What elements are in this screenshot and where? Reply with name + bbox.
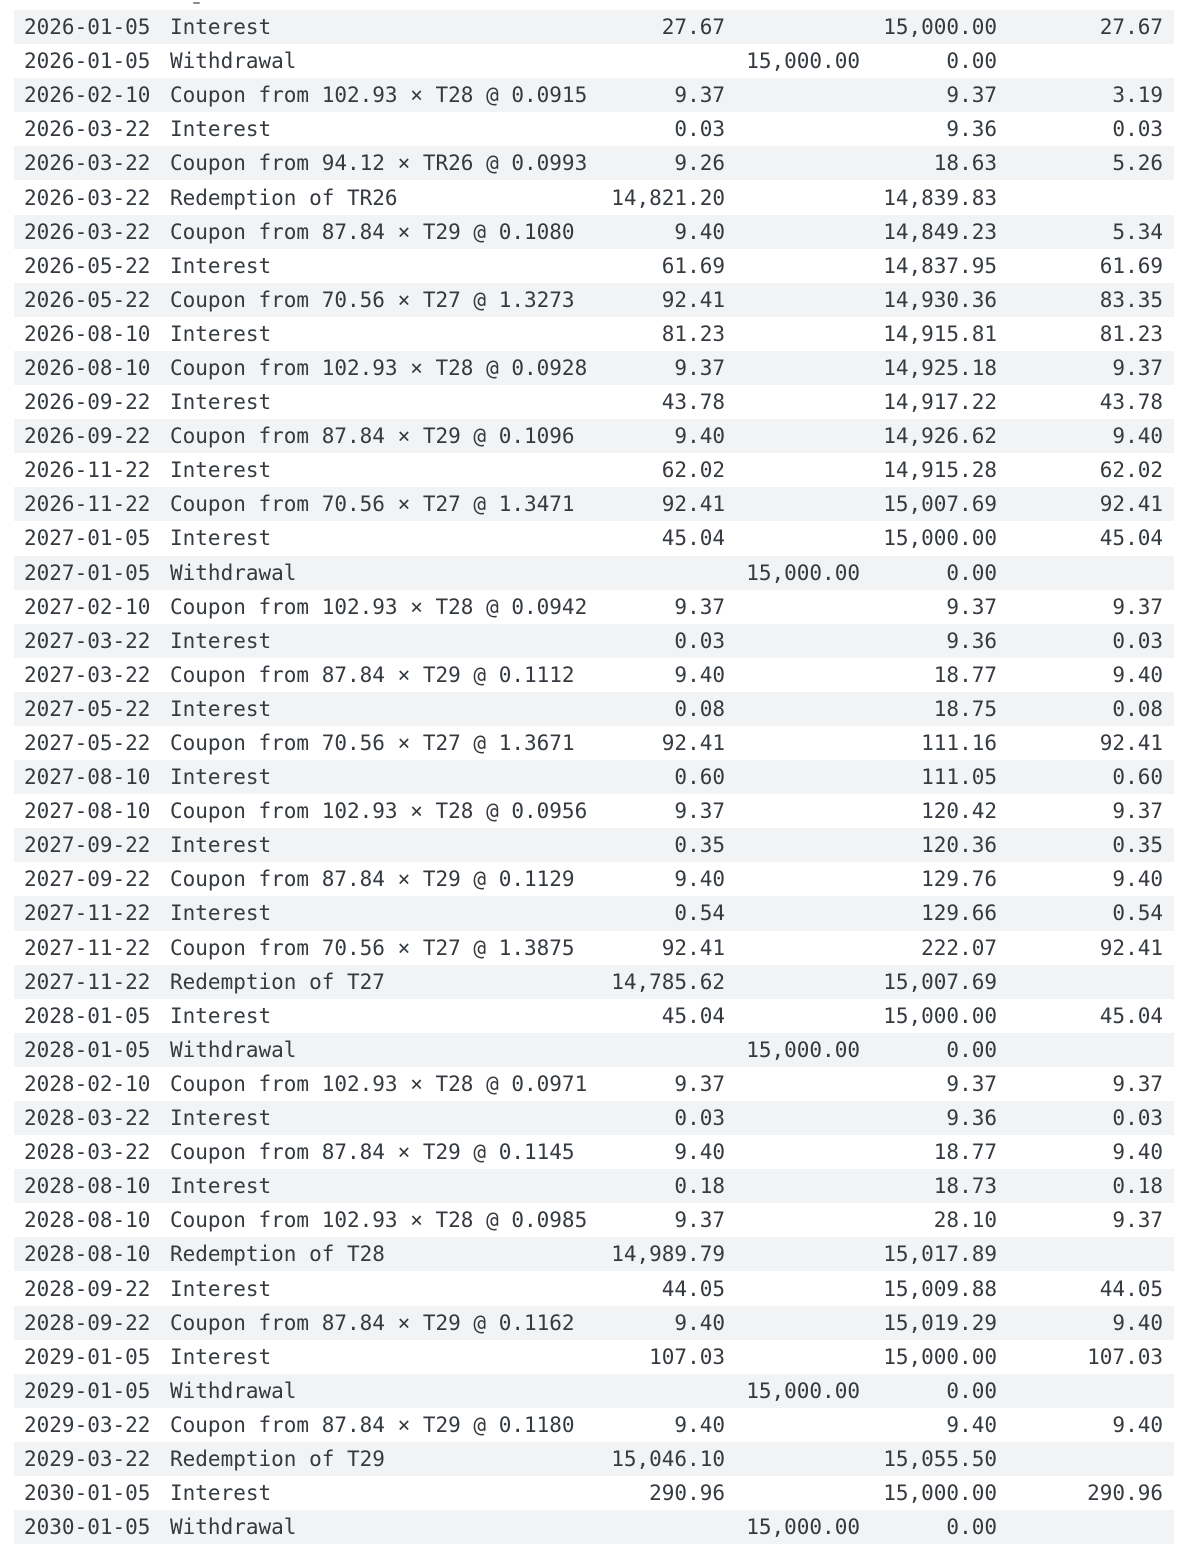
cell-date: 2027-11-22	[24, 901, 151, 926]
cell-balance: 15,019.29	[883, 1310, 997, 1335]
cell-interest: 9.37	[1112, 594, 1163, 619]
cell-balance: 15,000.00	[883, 15, 997, 40]
cell-amount: 9.40	[674, 424, 725, 449]
cell-date: 2026-01-05	[24, 15, 151, 40]
transaction-table	[14, 10, 1174, 1544]
cell-date: 2027-02-10	[24, 594, 151, 619]
table-row	[14, 351, 1174, 385]
cell-date: 2030-01-05	[24, 1481, 151, 1506]
table-row	[14, 10, 1174, 44]
cell-date: 2028-09-22	[24, 1310, 151, 1335]
cell-date: 2026-09-22	[24, 390, 151, 415]
cell-date: 2026-11-22	[24, 492, 151, 517]
cell-description: Coupon from 70.56 × T27 @ 1.3273	[170, 287, 575, 312]
table-row	[14, 1442, 1174, 1476]
cell-date: 2028-01-05	[24, 1037, 151, 1062]
cell-balance: 15,055.50	[883, 1446, 997, 1471]
cell-interest: 9.37	[1112, 1208, 1163, 1233]
cell-balance: 14,915.28	[883, 458, 997, 483]
cell-interest: 62.02	[1099, 458, 1163, 483]
cell-date: 2026-08-10	[24, 355, 151, 380]
cell-description: Coupon from 102.93 × T28 @ 0.0956	[170, 799, 588, 824]
cell-amount: 0.18	[674, 1174, 725, 1199]
cell-description: Coupon from 102.93 × T28 @ 0.0928	[170, 355, 588, 380]
cell-amount: 44.05	[661, 1276, 725, 1301]
cell-interest: 81.23	[1099, 321, 1163, 346]
cell-description: Interest	[170, 696, 272, 721]
cell-description: Coupon from 87.84 × T29 @ 0.1180	[170, 1412, 575, 1437]
table-row	[14, 1101, 1174, 1135]
cell-date: 2028-01-05	[24, 1003, 151, 1028]
table-row	[14, 419, 1174, 453]
cell-amount: 9.40	[674, 1310, 725, 1335]
table-row	[14, 590, 1174, 624]
cell-date: 2029-03-22	[24, 1446, 151, 1471]
top-edge-text-artifact	[193, 2, 200, 4]
table-row	[14, 1476, 1174, 1510]
cell-balance: 15,009.88	[883, 1276, 997, 1301]
cell-interest: 61.69	[1099, 253, 1163, 278]
cell-date: 2029-01-05	[24, 1344, 151, 1369]
cell-date: 2027-03-22	[24, 662, 151, 687]
table-row	[14, 624, 1174, 658]
cell-description: Interest	[170, 1276, 272, 1301]
cell-description: Interest	[170, 765, 272, 790]
cell-balance: 9.37	[946, 594, 997, 619]
cell-description: Interest	[170, 1481, 272, 1506]
cell-description: Interest	[170, 628, 272, 653]
table-row	[14, 556, 1174, 590]
cell-amount: 15,046.10	[611, 1446, 725, 1471]
cell-balance: 9.36	[946, 117, 997, 142]
cell-description: Withdrawal	[170, 1037, 297, 1062]
cell-interest: 45.04	[1099, 1003, 1163, 1028]
cell-amount: 92.41	[661, 492, 725, 517]
cell-interest: 92.41	[1099, 935, 1163, 960]
cell-balance: 18.77	[933, 662, 997, 687]
cell-description: Interest	[170, 15, 272, 40]
cell-description: Withdrawal	[170, 1515, 297, 1540]
table-row	[14, 112, 1174, 146]
cell-balance: 18.63	[933, 151, 997, 176]
cell-amount: 9.37	[674, 355, 725, 380]
cell-date: 2026-03-22	[24, 219, 151, 244]
cell-amount: 9.37	[674, 83, 725, 108]
cell-date: 2026-09-22	[24, 424, 151, 449]
cell-date: 2026-05-22	[24, 253, 151, 278]
table-row	[14, 1374, 1174, 1408]
table-row	[14, 1306, 1174, 1340]
cell-date: 2026-03-22	[24, 151, 151, 176]
cell-description: Coupon from 70.56 × T27 @ 1.3671	[170, 731, 575, 756]
cell-amount: 81.23	[661, 321, 725, 346]
cell-interest: 27.67	[1099, 15, 1163, 40]
cell-balance: 14,930.36	[883, 287, 997, 312]
cell-description: Coupon from 87.84 × T29 @ 0.1080	[170, 219, 575, 244]
table-row	[14, 931, 1174, 965]
cell-balance: 111.16	[921, 731, 997, 756]
cell-description: Interest	[170, 1106, 272, 1131]
cell-description: Coupon from 70.56 × T27 @ 1.3471	[170, 492, 575, 517]
cell-balance: 28.10	[933, 1208, 997, 1233]
table-row	[14, 1510, 1174, 1544]
cell-amount: 92.41	[661, 287, 725, 312]
cell-interest: 9.40	[1112, 1310, 1163, 1335]
cell-withdrawal: 15,000.00	[746, 1037, 860, 1062]
table-row	[14, 692, 1174, 726]
cell-interest: 9.40	[1112, 424, 1163, 449]
cell-description: Coupon from 87.84 × T29 @ 0.1145	[170, 1140, 575, 1165]
cell-interest: 3.19	[1112, 83, 1163, 108]
cell-interest: 0.18	[1112, 1174, 1163, 1199]
cell-interest: 9.37	[1112, 1071, 1163, 1096]
cell-amount: 0.03	[674, 628, 725, 653]
cell-date: 2028-09-22	[24, 1276, 151, 1301]
table-row	[14, 862, 1174, 896]
cell-description: Interest	[170, 526, 272, 551]
cell-description: Interest	[170, 458, 272, 483]
cell-interest: 107.03	[1087, 1344, 1163, 1369]
cell-amount: 0.54	[674, 901, 725, 926]
table-row	[14, 1033, 1174, 1067]
cell-description: Coupon from 102.93 × T28 @ 0.0942	[170, 594, 588, 619]
table-row	[14, 658, 1174, 692]
cell-withdrawal: 15,000.00	[746, 49, 860, 74]
cell-amount: 9.40	[674, 219, 725, 244]
cell-interest: 0.54	[1112, 901, 1163, 926]
cell-description: Interest	[170, 1344, 272, 1369]
table-row	[14, 487, 1174, 521]
cell-amount: 14,821.20	[611, 185, 725, 210]
cell-description: Interest	[170, 1174, 272, 1199]
cell-description: Interest	[170, 390, 272, 415]
cell-interest: 92.41	[1099, 492, 1163, 517]
table-row	[14, 1340, 1174, 1374]
cell-amount: 9.37	[674, 1208, 725, 1233]
cell-interest: 9.40	[1112, 867, 1163, 892]
cell-date: 2026-05-22	[24, 287, 151, 312]
table-row	[14, 828, 1174, 862]
cell-date: 2027-09-22	[24, 867, 151, 892]
cell-balance: 129.76	[921, 867, 997, 892]
cell-balance: 14,926.62	[883, 424, 997, 449]
cell-date: 2027-11-22	[24, 969, 151, 994]
table-row	[14, 1237, 1174, 1271]
cell-interest: 0.03	[1112, 117, 1163, 142]
cell-withdrawal: 15,000.00	[746, 1515, 860, 1540]
cell-amount: 27.67	[661, 15, 725, 40]
table-row	[14, 1271, 1174, 1305]
cell-interest: 0.03	[1112, 1106, 1163, 1131]
table-row	[14, 1169, 1174, 1203]
cell-description: Interest	[170, 1003, 272, 1028]
cell-interest: 0.08	[1112, 696, 1163, 721]
cell-description: Coupon from 70.56 × T27 @ 1.3875	[170, 935, 575, 960]
cell-amount: 9.40	[674, 662, 725, 687]
cell-interest: 290.96	[1087, 1481, 1163, 1506]
cell-balance: 14,849.23	[883, 219, 997, 244]
cell-date: 2027-11-22	[24, 935, 151, 960]
table-row	[14, 760, 1174, 794]
cell-amount: 14,989.79	[611, 1242, 725, 1267]
table-row	[14, 1067, 1174, 1101]
table-row	[14, 453, 1174, 487]
cell-date: 2027-09-22	[24, 833, 151, 858]
cell-date: 2028-03-22	[24, 1140, 151, 1165]
table-row	[14, 215, 1174, 249]
cell-balance: 120.42	[921, 799, 997, 824]
cell-interest: 92.41	[1099, 731, 1163, 756]
table-row	[14, 726, 1174, 760]
cell-date: 2027-03-22	[24, 628, 151, 653]
table-row	[14, 146, 1174, 180]
cell-balance: 14,839.83	[883, 185, 997, 210]
cell-description: Interest	[170, 117, 272, 142]
cell-date: 2028-08-10	[24, 1208, 151, 1233]
cell-date: 2026-08-10	[24, 321, 151, 346]
cell-description: Coupon from 87.84 × T29 @ 0.1112	[170, 662, 575, 687]
table-row	[14, 44, 1174, 78]
cell-interest: 9.37	[1112, 799, 1163, 824]
table-row	[14, 794, 1174, 828]
cell-amount: 45.04	[661, 526, 725, 551]
cell-date: 2027-05-22	[24, 696, 151, 721]
cell-interest: 43.78	[1099, 390, 1163, 415]
cell-balance: 0.00	[946, 49, 997, 74]
cell-date: 2028-02-10	[24, 1071, 151, 1096]
cell-withdrawal: 15,000.00	[746, 560, 860, 585]
cell-amount: 14,785.62	[611, 969, 725, 994]
cell-amount: 92.41	[661, 731, 725, 756]
cell-description: Interest	[170, 833, 272, 858]
cell-date: 2027-01-05	[24, 526, 151, 551]
table-row	[14, 896, 1174, 930]
cell-amount: 61.69	[661, 253, 725, 278]
cell-balance: 9.36	[946, 1106, 997, 1131]
cell-description: Interest	[170, 321, 272, 346]
cell-description: Coupon from 87.84 × T29 @ 0.1162	[170, 1310, 575, 1335]
table-row	[14, 78, 1174, 112]
cell-date: 2030-01-05	[24, 1515, 151, 1540]
cell-interest: 0.03	[1112, 628, 1163, 653]
table-row	[14, 283, 1174, 317]
cell-date: 2028-08-10	[24, 1242, 151, 1267]
cell-date: 2028-03-22	[24, 1106, 151, 1131]
cell-interest: 45.04	[1099, 526, 1163, 551]
cell-amount: 0.08	[674, 696, 725, 721]
cell-description: Coupon from 102.93 × T28 @ 0.0971	[170, 1071, 588, 1096]
cell-interest: 0.35	[1112, 833, 1163, 858]
cell-date: 2027-08-10	[24, 765, 151, 790]
cell-amount: 9.40	[674, 1140, 725, 1165]
cell-balance: 14,917.22	[883, 390, 997, 415]
cell-amount: 0.03	[674, 1106, 725, 1131]
table-row	[14, 385, 1174, 419]
cell-description: Redemption of T29	[170, 1446, 385, 1471]
cell-description: Interest	[170, 253, 272, 278]
cell-date: 2026-02-10	[24, 83, 151, 108]
cell-date: 2029-01-05	[24, 1378, 151, 1403]
cell-amount: 45.04	[661, 1003, 725, 1028]
cell-balance: 15,000.00	[883, 526, 997, 551]
cell-interest: 0.60	[1112, 765, 1163, 790]
table-row	[14, 1135, 1174, 1169]
cell-balance: 15,007.69	[883, 492, 997, 517]
table-row	[14, 180, 1174, 214]
cell-balance: 15,000.00	[883, 1003, 997, 1028]
cell-description: Withdrawal	[170, 1378, 297, 1403]
cell-balance: 15,000.00	[883, 1344, 997, 1369]
cell-balance: 15,017.89	[883, 1242, 997, 1267]
cell-balance: 0.00	[946, 560, 997, 585]
cell-date: 2026-11-22	[24, 458, 151, 483]
cell-balance: 14,915.81	[883, 321, 997, 346]
cell-amount: 9.40	[674, 867, 725, 892]
cell-balance: 15,000.00	[883, 1481, 997, 1506]
cell-description: Redemption of TR26	[170, 185, 398, 210]
cell-interest: 44.05	[1099, 1276, 1163, 1301]
table-row	[14, 249, 1174, 283]
cell-date: 2026-03-22	[24, 185, 151, 210]
cell-description: Coupon from 102.93 × T28 @ 0.0985	[170, 1208, 588, 1233]
cell-balance: 18.75	[933, 696, 997, 721]
cell-balance: 15,007.69	[883, 969, 997, 994]
cell-balance: 111.05	[921, 765, 997, 790]
table-row	[14, 1203, 1174, 1237]
cell-amount: 9.37	[674, 1071, 725, 1096]
cell-interest: 5.26	[1112, 151, 1163, 176]
cell-interest: 5.34	[1112, 219, 1163, 244]
cell-balance: 9.36	[946, 628, 997, 653]
cell-description: Interest	[170, 901, 272, 926]
cell-amount: 43.78	[661, 390, 725, 415]
cell-amount: 0.03	[674, 117, 725, 142]
cell-amount: 0.60	[674, 765, 725, 790]
cell-date: 2028-08-10	[24, 1174, 151, 1199]
cell-interest: 9.40	[1112, 1140, 1163, 1165]
cell-amount: 0.35	[674, 833, 725, 858]
cell-date: 2029-03-22	[24, 1412, 151, 1437]
cell-date: 2026-03-22	[24, 117, 151, 142]
table-row	[14, 965, 1174, 999]
cell-amount: 290.96	[649, 1481, 725, 1506]
cell-description: Coupon from 94.12 × TR26 @ 0.0993	[170, 151, 588, 176]
cell-balance: 18.77	[933, 1140, 997, 1165]
cell-interest: 9.37	[1112, 355, 1163, 380]
cell-description: Redemption of T27	[170, 969, 385, 994]
cell-amount: 9.37	[674, 799, 725, 824]
cell-balance: 14,837.95	[883, 253, 997, 278]
cell-amount: 62.02	[661, 458, 725, 483]
cell-balance: 0.00	[946, 1515, 997, 1540]
cell-balance: 0.00	[946, 1037, 997, 1062]
cell-description: Withdrawal	[170, 49, 297, 74]
cell-date: 2027-01-05	[24, 560, 151, 585]
cell-description: Coupon from 102.93 × T28 @ 0.0915	[170, 83, 588, 108]
cell-balance: 9.40	[946, 1412, 997, 1437]
table-row	[14, 317, 1174, 351]
cell-amount: 9.40	[674, 1412, 725, 1437]
cell-amount: 9.37	[674, 594, 725, 619]
cell-date: 2027-05-22	[24, 731, 151, 756]
cell-amount: 107.03	[649, 1344, 725, 1369]
table-row	[14, 1408, 1174, 1442]
cell-balance: 18.73	[933, 1174, 997, 1199]
cell-date: 2027-08-10	[24, 799, 151, 824]
cell-balance: 14,925.18	[883, 355, 997, 380]
cell-withdrawal: 15,000.00	[746, 1378, 860, 1403]
cell-balance: 222.07	[921, 935, 997, 960]
cell-description: Withdrawal	[170, 560, 297, 585]
cell-description: Coupon from 87.84 × T29 @ 0.1129	[170, 867, 575, 892]
cell-balance: 0.00	[946, 1378, 997, 1403]
cell-amount: 9.26	[674, 151, 725, 176]
cell-balance: 9.37	[946, 1071, 997, 1096]
cell-description: Redemption of T28	[170, 1242, 385, 1267]
cell-interest: 9.40	[1112, 662, 1163, 687]
table-row	[14, 999, 1174, 1033]
cell-description: Coupon from 87.84 × T29 @ 0.1096	[170, 424, 575, 449]
table-row	[14, 521, 1174, 555]
cell-interest: 9.40	[1112, 1412, 1163, 1437]
cell-balance: 9.37	[946, 83, 997, 108]
cell-amount: 92.41	[661, 935, 725, 960]
cell-interest: 83.35	[1099, 287, 1163, 312]
cell-date: 2026-01-05	[24, 49, 151, 74]
cell-balance: 129.66	[921, 901, 997, 926]
cell-balance: 120.36	[921, 833, 997, 858]
